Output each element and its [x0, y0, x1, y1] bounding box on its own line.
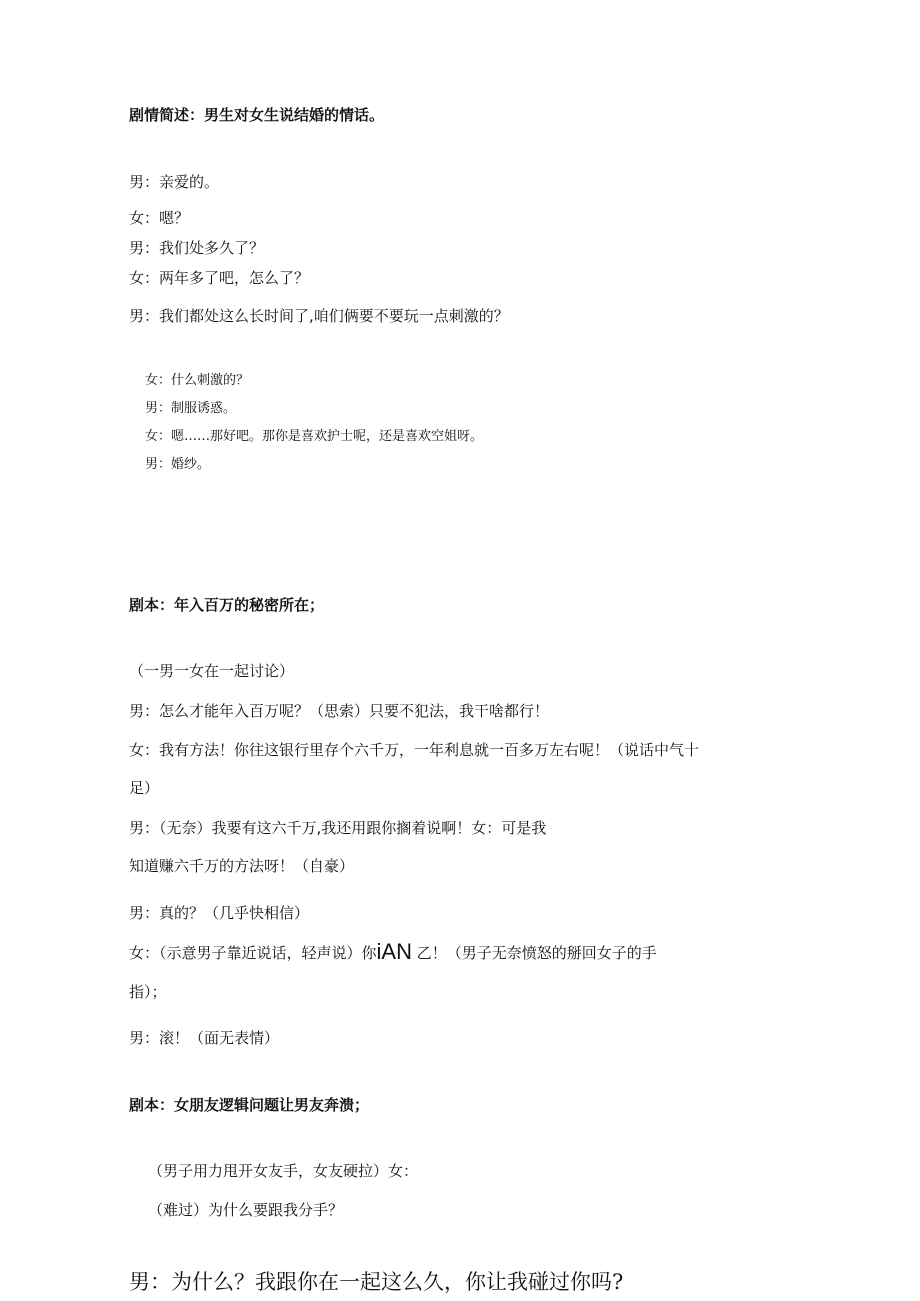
dialogue-line: 男：制服诱惑。 [145, 401, 237, 416]
dialogue-line: 女：我有方法！你往这银行里存个六千万，一年利息就一百多万左右呢！（说话中气十 [129, 741, 700, 759]
dialogue-line: 知道赚六千万的方法呀！（自豪） [129, 857, 355, 875]
dialogue-line: 女：两年多了吧，怎么了？ [129, 269, 310, 287]
dialogue-line-large: 男：为什么？我跟你在一起这么久，你让我碰过你吗? [129, 1270, 624, 1294]
whisper-suffix: 乙！（男子无奈愤怒的掰回女子的手 [416, 944, 657, 962]
whisper-prefix: 女：（示意男子靠近说话，轻声说）你 [129, 944, 377, 962]
dialogue-line: 男：我们都处这么长时间了,咱们俩要不要玩一点刺激的？ [129, 307, 509, 325]
dialogue-line: 男：婚纱。 [145, 457, 211, 472]
dialogue-line: （难过）为什么要跟我分手？ [148, 1201, 344, 1219]
dialogue-line: 男：我们处多久了？ [129, 239, 265, 257]
scene2-title: 剧本：年入百万的秘密所在； [129, 596, 325, 614]
scene3-title: 剧本：女朋友逻辑问题让男友奔溃； [129, 1096, 370, 1114]
dialogue-line: 女：什么刺激的？ [145, 373, 250, 388]
whisper-big-text: iAN [376, 939, 412, 964]
dialogue-line: 指）； [129, 983, 167, 1001]
dialogue-line: 男：亲爱的。 [129, 173, 220, 191]
scene1-title: 剧情简述：男生对女生说结婚的情话。 [129, 106, 385, 124]
dialogue-line: 男：真的？（几乎快相信） [129, 904, 310, 922]
dialogue-line: （男子用力甩开女友手，女友硬拉）女： [148, 1162, 419, 1180]
dialogue-line: （一男一女在一起讨论） [129, 662, 295, 680]
dialogue-line: 女：嗯？ [129, 209, 190, 227]
dialogue-line: 男：滚！（面无表情） [129, 1029, 280, 1047]
whisper-line [129, 941, 657, 963]
dialogue-line: 男：怎么才能年入百万呢？（思索）只要不犯法，我干啥都行！ [129, 702, 550, 720]
dialogue-line: 足） [129, 779, 160, 797]
dialogue-line: 女：嗯……那好吧。那你是喜欢护士呢，还是喜欢空姐呀。 [145, 429, 484, 444]
dialogue-line: 男：（无奈）我要有这六千万,我还用跟你搁着说啊！女：可是我 [129, 819, 547, 837]
